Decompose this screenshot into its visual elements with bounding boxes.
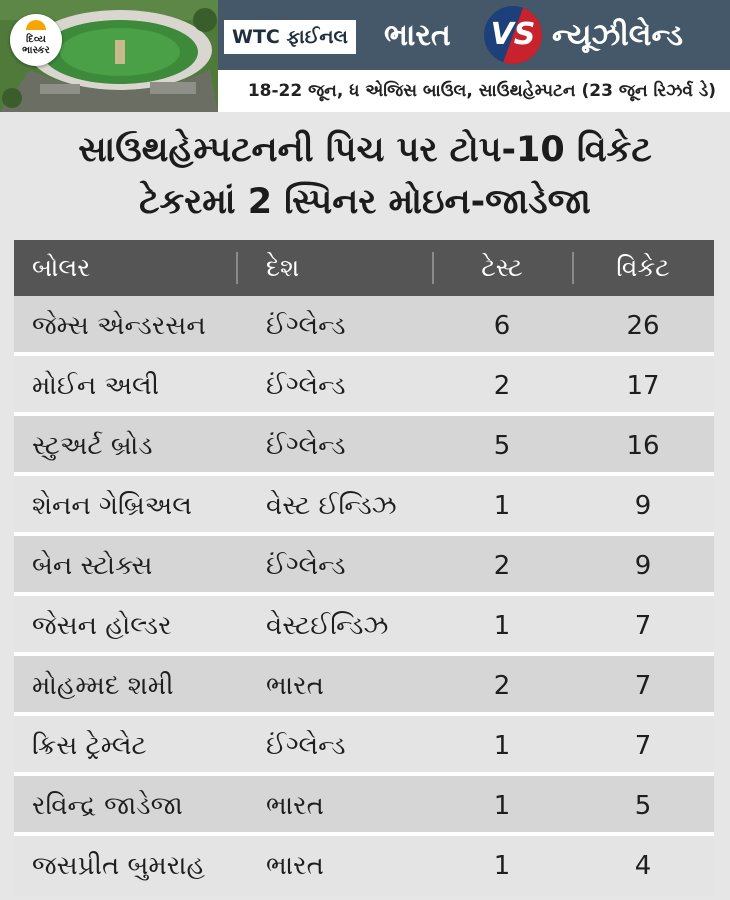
wickets-table [14,240,714,896]
wickets-count: 26 [626,311,660,341]
wickets-count: 7 [634,671,652,701]
country-name: ઈંગ્લેન્ડ [266,550,346,581]
tests-count: 6 [493,311,511,341]
table-header [14,240,714,296]
bowler-name: મોહમ્મદ શમી [32,670,174,701]
vs-badge [482,6,544,64]
table-row [14,356,714,416]
country-name: વેસ્ટ ઈન્ડિઝ [266,490,397,521]
wickets-count: 17 [626,371,660,401]
country-name: વેસ્ટઈન્ડિઝ [266,610,389,641]
logo-text-line1: દિવ્ય [26,34,46,45]
bowler-name: બેન સ્ટોક્સ [32,550,153,581]
table-body [14,296,714,896]
page-title [0,124,730,228]
match-banner [218,0,730,70]
table-row [14,836,714,896]
country-name: ઈંગ્લેન્ડ [266,370,346,401]
bowler-name: સ્ટુઅર્ટ બ્રોડ [32,430,153,461]
table-row [14,776,714,836]
bowler-name: શેનન ગેબ્રિઅલ [32,490,192,521]
title-line-2: ટેકરમાં 2 સ્પિનર મોઇન-જાડેજા [139,182,591,222]
table-row [14,716,714,776]
divya-bhaskar-logo [10,14,62,66]
wickets-count: 7 [634,731,652,761]
tests-count: 2 [493,371,511,401]
header-country: દેશ [266,253,300,282]
country-name: ભારત [266,850,324,881]
header [0,0,730,112]
tests-count: 2 [493,671,511,701]
table-row [14,536,714,596]
header-wickets: વિકેટ [616,253,670,282]
country-name: ઈંગ્લેન્ડ [266,730,346,761]
table-row [14,596,714,656]
sun-icon [26,20,46,30]
stadium-photo [0,0,218,112]
tests-count: 1 [493,611,511,641]
table-row [14,476,714,536]
bowler-name: જેમ્સ એન્ડરસન [32,310,206,341]
country-name: ઈંગ્લેન્ડ [266,310,346,341]
bowler-name: મોઈન અલી [32,370,160,401]
bowler-name: રવિન્દ્ર જાડેજા [32,790,183,821]
header-divider [432,252,434,284]
tests-count: 2 [493,551,511,581]
title-line-1: સાઉથહેમ્પટનની પિચ પર ટોપ-10 વિકેટ [78,130,652,170]
tests-count: 1 [493,491,511,521]
wtc-final-label: WTC ફાઈનલ [224,20,356,54]
tests-count: 1 [493,731,511,761]
header-divider [236,252,238,284]
country-name: ઈંગ્લેન્ડ [266,430,346,461]
vs-text: VS [490,17,536,52]
table-row [14,416,714,476]
wickets-count: 9 [634,491,652,521]
header-divider [572,252,574,284]
bowler-name: ક્રિસ ટ્રેમ્લેટ [32,730,147,761]
logo-text-line2: ભાસ્કર [22,45,50,56]
match-details: 18-22 જૂન, ધ એજિસ બાઉલ, સાઉથહેમ્પટન (23 જૂન રિઝર્વ ડે) [247,81,716,101]
team-a-name: ભારત [384,18,451,53]
team-b-name: ન્યૂઝીલેન્ડ [552,18,683,53]
tests-count: 5 [493,431,511,461]
tests-count: 1 [493,851,511,881]
wickets-count: 4 [634,851,652,881]
bowler-name: જેસન હોલ્ડર [32,610,172,641]
tests-count: 1 [493,791,511,821]
table-row [14,656,714,716]
bowler-name: જસપ્રીત બુમરાહ [32,850,206,881]
country-name: ભારત [266,790,324,821]
table-row [14,296,714,356]
wickets-count: 16 [626,431,660,461]
header-bowler: બોલર [32,253,91,282]
wickets-count: 5 [634,791,652,821]
wickets-count: 7 [634,611,652,641]
country-name: ભારત [266,670,324,701]
header-tests: ટેસ્ટ [481,253,523,282]
wickets-count: 9 [634,551,652,581]
